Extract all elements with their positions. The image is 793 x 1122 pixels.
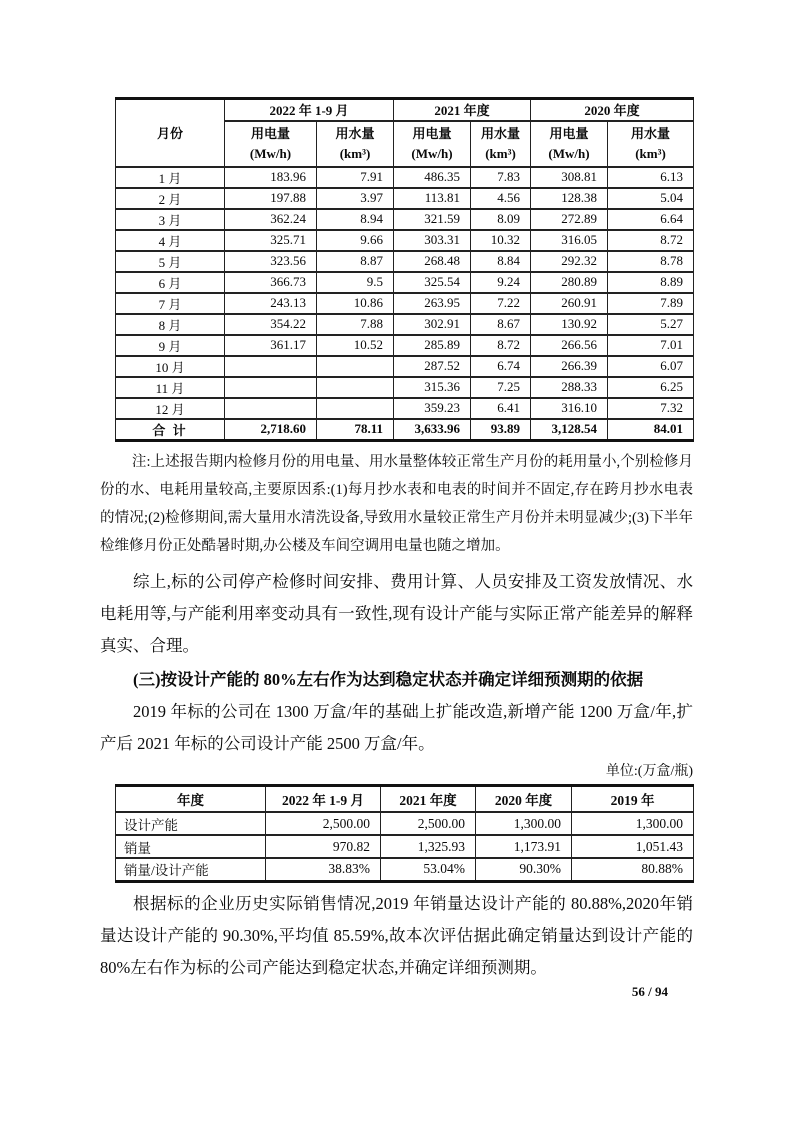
cell: 292.32 <box>531 251 608 272</box>
cell-month: 10 月 <box>116 356 225 377</box>
cell <box>317 377 394 398</box>
column-header-water: 用水量 (km³) <box>317 121 394 167</box>
cell: 3,128.54 <box>531 419 608 441</box>
cell: 10.86 <box>317 293 394 314</box>
cell: 287.52 <box>394 356 471 377</box>
cell: 302.91 <box>394 314 471 335</box>
column-header-2021: 2021 年度 <box>381 785 476 812</box>
table-row <box>116 377 694 398</box>
cell: 285.89 <box>394 335 471 356</box>
cell-month: 7 月 <box>116 293 225 314</box>
cell: 9.5 <box>317 272 394 293</box>
table-row <box>116 812 694 835</box>
cell: 7.88 <box>317 314 394 335</box>
conclusion-paragraph: 根据标的企业历史实际销售情况,2019 年销量达设计产能的 80.88%,2020年销量达设计产能的 90.30%,平均值 85.59%,故本次评估据此确定销量达到设计产能的 80%左右作为标的公司产能达到稳定状态,并确定详细预测期。 <box>100 893 693 977</box>
column-header-2022: 2022 年 1-9 月 <box>266 785 381 812</box>
table-row <box>116 272 694 293</box>
cell: 1,325.93 <box>381 835 476 858</box>
cell: 7.01 <box>608 335 694 356</box>
table-total-row <box>116 419 694 441</box>
cell-month: 2 月 <box>116 188 225 209</box>
table-row <box>116 398 694 419</box>
cell: 78.11 <box>317 419 394 441</box>
cell: 266.56 <box>531 335 608 356</box>
cell: 10.32 <box>471 230 531 251</box>
cell: 2,718.60 <box>225 419 317 441</box>
cell: 272.89 <box>531 209 608 230</box>
cell: 280.89 <box>531 272 608 293</box>
summary-paragraph: 综上,标的公司停产检修时间安排、费用计算、人员安排及工资发放情况、水电耗用等,与产能利用率变动具有一致性,现有设计产能与实际正常产能差异的解释真实、合理。 <box>100 571 693 655</box>
cell: 354.22 <box>225 314 317 335</box>
cell-month: 4 月 <box>116 230 225 251</box>
cell <box>225 356 317 377</box>
cell: 5.04 <box>608 188 694 209</box>
cell: 970.82 <box>266 835 381 858</box>
table-row <box>116 293 694 314</box>
cell: 8.87 <box>317 251 394 272</box>
column-header-year: 年度 <box>116 785 266 812</box>
cell: 6.41 <box>471 398 531 419</box>
cell: 7.83 <box>471 167 531 188</box>
cell: 4.56 <box>471 188 531 209</box>
cell: 90.30% <box>476 858 572 881</box>
cell: 53.04% <box>381 858 476 881</box>
cell: 7.32 <box>608 398 694 419</box>
cell-month: 8 月 <box>116 314 225 335</box>
cell: 362.24 <box>225 209 317 230</box>
page-number: 56 / 94 <box>631 983 668 999</box>
cell-row-label: 设计产能 <box>116 812 266 835</box>
cell: 8.09 <box>471 209 531 230</box>
cell-month: 12 月 <box>116 398 225 419</box>
cell: 8.72 <box>471 335 531 356</box>
cell-month: 1 月 <box>116 167 225 188</box>
cell: 8.89 <box>608 272 694 293</box>
cell: 6.64 <box>608 209 694 230</box>
cell: 2,500.00 <box>266 812 381 835</box>
cell: 323.56 <box>225 251 317 272</box>
table-row <box>116 167 694 188</box>
cell: 2,500.00 <box>381 812 476 835</box>
cell: 7.22 <box>471 293 531 314</box>
cell: 80.88% <box>572 858 694 881</box>
section-heading: (三)按设计产能的 80%左右作为达到稳定状态并确定详细预测期的依据 <box>133 669 644 689</box>
cell: 359.23 <box>394 398 471 419</box>
cell: 1,300.00 <box>476 812 572 835</box>
cell: 7.91 <box>317 167 394 188</box>
cell: 266.39 <box>531 356 608 377</box>
capacity-paragraph: 2019 年标的公司在 1300 万盒/年的基础上扩能改造,新增产能 1200 万盒/年,扩产后 2021 年标的公司设计产能 2500 万盒/年。 <box>100 701 693 753</box>
cell: 7.25 <box>471 377 531 398</box>
cell: 128.38 <box>531 188 608 209</box>
cell: 9.66 <box>317 230 394 251</box>
cell: 8.78 <box>608 251 694 272</box>
cell: 268.48 <box>394 251 471 272</box>
column-header-electric: 用电量 (Mw/h) <box>531 121 608 167</box>
cell <box>317 356 394 377</box>
cell-month: 9 月 <box>116 335 225 356</box>
table-row <box>116 335 694 356</box>
table-row <box>116 858 694 881</box>
cell: 303.31 <box>394 230 471 251</box>
table-row <box>116 835 694 858</box>
cell: 1,051.43 <box>572 835 694 858</box>
cell: 6.07 <box>608 356 694 377</box>
column-header-period-2020: 2020 年度 <box>531 99 694 121</box>
cell: 366.73 <box>225 272 317 293</box>
table-row <box>116 209 694 230</box>
cell: 1,300.00 <box>572 812 694 835</box>
cell: 263.95 <box>394 293 471 314</box>
cell: 9.24 <box>471 272 531 293</box>
cell: 316.10 <box>531 398 608 419</box>
cell: 10.52 <box>317 335 394 356</box>
cell: 84.01 <box>608 419 694 441</box>
cell: 130.92 <box>531 314 608 335</box>
cell <box>317 398 394 419</box>
table-row <box>116 314 694 335</box>
cell: 243.13 <box>225 293 317 314</box>
column-header-water: 用水量 (km³) <box>608 121 694 167</box>
table-row <box>116 99 694 121</box>
capacity-table <box>115 784 694 883</box>
unit-label: 单位:(万盒/瓶) <box>605 763 693 779</box>
cell: 486.35 <box>394 167 471 188</box>
cell: 288.33 <box>531 377 608 398</box>
cell: 6.25 <box>608 377 694 398</box>
cell-month: 11 月 <box>116 377 225 398</box>
cell: 316.05 <box>531 230 608 251</box>
cell: 3,633.96 <box>394 419 471 441</box>
table-row <box>116 356 694 377</box>
cell: 8.72 <box>608 230 694 251</box>
cell <box>225 377 317 398</box>
table-row <box>116 251 694 272</box>
utilities-table <box>115 97 694 442</box>
cell-month: 5 月 <box>116 251 225 272</box>
cell-row-label: 销量/设计产能 <box>116 858 266 881</box>
cell: 361.17 <box>225 335 317 356</box>
cell-total-label: 合 计 <box>116 419 225 441</box>
cell: 5.27 <box>608 314 694 335</box>
cell: 38.83% <box>266 858 381 881</box>
column-header-electric: 用电量 (Mw/h) <box>394 121 471 167</box>
cell: 321.59 <box>394 209 471 230</box>
cell: 260.91 <box>531 293 608 314</box>
cell: 6.13 <box>608 167 694 188</box>
table-row <box>116 785 694 812</box>
note-paragraph: 注:上述报告期内检修月份的用电量、用水量整体较正常生产月份的耗用量小,个别检修月份的水、电耗用量较高,主要原因系:(1)每月抄水表和电表的时间并不固定,存在跨月抄水电表的情况;(2)检修期间,需大量用水清洗设备,导致用水量较正常生产月份并未明显减少;(3)下半年检维修月份正处酷暑时期,办公楼及车间空调用电量也随之增加。 <box>100 453 693 554</box>
column-header-2019: 2019 年 <box>572 785 694 812</box>
cell: 93.89 <box>471 419 531 441</box>
table-row <box>116 230 694 251</box>
column-header-month: 月份 <box>116 99 225 167</box>
table-row <box>116 188 694 209</box>
cell: 8.94 <box>317 209 394 230</box>
cell: 7.89 <box>608 293 694 314</box>
cell: 113.81 <box>394 188 471 209</box>
cell: 3.97 <box>317 188 394 209</box>
cell: 8.84 <box>471 251 531 272</box>
column-header-water: 用水量 (km³) <box>471 121 531 167</box>
cell: 308.81 <box>531 167 608 188</box>
column-header-2020: 2020 年度 <box>476 785 572 812</box>
cell: 183.96 <box>225 167 317 188</box>
cell <box>225 398 317 419</box>
cell: 325.71 <box>225 230 317 251</box>
cell: 6.74 <box>471 356 531 377</box>
cell: 8.67 <box>471 314 531 335</box>
cell-month: 6 月 <box>116 272 225 293</box>
column-header-electric: 用电量 (Mw/h) <box>225 121 317 167</box>
cell: 315.36 <box>394 377 471 398</box>
cell: 1,173.91 <box>476 835 572 858</box>
cell-month: 3 月 <box>116 209 225 230</box>
column-header-period-2021: 2021 年度 <box>394 99 531 121</box>
cell: 197.88 <box>225 188 317 209</box>
cell-row-label: 销量 <box>116 835 266 858</box>
column-header-period-2022: 2022 年 1-9 月 <box>225 99 394 121</box>
cell: 325.54 <box>394 272 471 293</box>
